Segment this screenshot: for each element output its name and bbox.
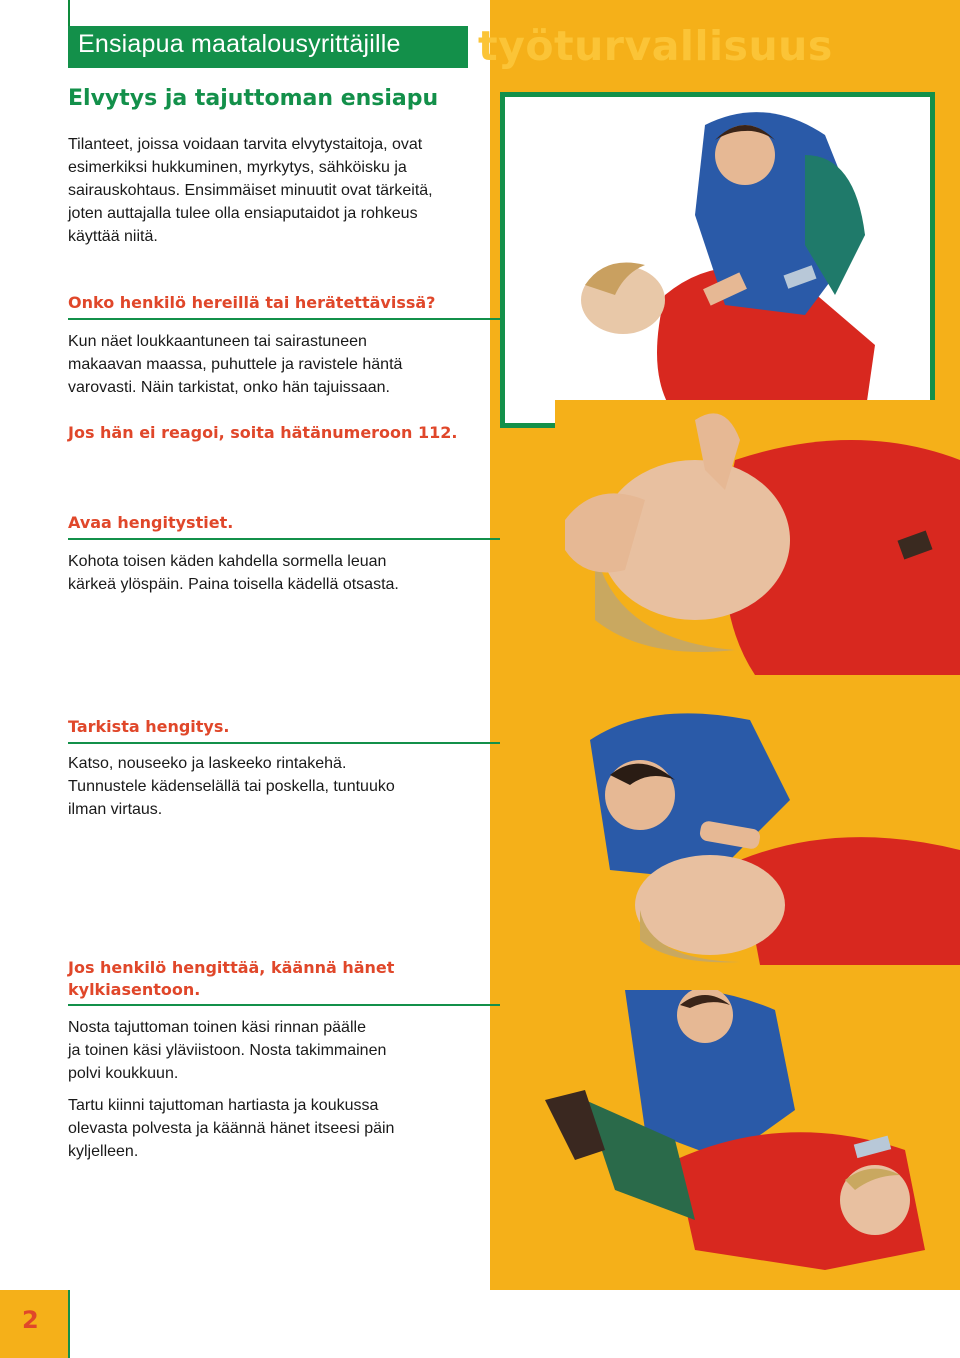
breathing-check-illustration [590, 700, 960, 965]
section3-paragraph [68, 752, 478, 821]
photo-open-airways [555, 400, 960, 675]
section2-line: Kohota toisen käden kahdella sormella leuan [68, 553, 387, 570]
intro-paragraph [68, 133, 478, 248]
section1-title: Onko henkilö hereillä tai herätettävissä? [68, 293, 436, 312]
intro-line: sairauskohtaus. Ensimmäiset minuutit ovat tärkeitä, [68, 182, 433, 199]
recovery-position-illustration [525, 990, 960, 1290]
photo-recovery-position [525, 990, 960, 1290]
section1-line: varovasti. Näin tarkistat, onko hän tajuissaan. [68, 379, 390, 396]
section4-line: Tartu kiinni tajuttoman hartiasta ja koukussa [68, 1097, 379, 1114]
intro-line: Tilanteet, joissa voidaan tarvita elvytystaitoja, ovat [68, 136, 423, 153]
section2-line: kärkeä ylöspäin. Paina toisella kädellä otsasta. [68, 576, 399, 593]
photo-frame-1 [500, 92, 935, 428]
intro-line: käyttää niitä. [68, 228, 158, 245]
section3-rule [68, 742, 500, 744]
section2-title: Avaa hengitystiet. [68, 513, 234, 532]
section4-title-line: Jos henkilö hengittää, käännä hänet [68, 958, 395, 977]
section4-line: Nosta tajuttoman toinen käsi rinnan päälle [68, 1019, 366, 1036]
section1-paragraph [68, 330, 478, 399]
airway-opening-illustration [555, 400, 960, 675]
top-rule [68, 0, 70, 26]
section4-paragraph-2 [68, 1094, 478, 1163]
emergency-call-text: Jos hän ei reagoi, soita hätänumeroon 112. [68, 423, 458, 442]
page-number-rule [68, 1290, 70, 1358]
header-brand: työturvallisuus [478, 22, 833, 70]
section3-line: Katso, nouseeko ja laskeeko rintakehä. [68, 755, 347, 772]
section4-paragraph-1 [68, 1016, 478, 1085]
section2-paragraph [68, 550, 478, 596]
section3-line: Tunnustele kädenselällä tai poskella, tuntuuko [68, 778, 395, 795]
intro-line: joten auttajalla tulee olla ensiaputaidot ja rohkeus [68, 205, 418, 222]
section4-title-line: kylkiasentoon. [68, 980, 201, 999]
section4-line: polvi koukkuun. [68, 1065, 179, 1082]
section4-rule [68, 1004, 500, 1006]
page-heading: Elvytys ja tajuttoman ensiapu [68, 86, 439, 111]
section4-line: kyljelleen. [68, 1143, 139, 1160]
section4-line: ja toinen käsi yläviistoon. Nosta takimmainen [68, 1042, 387, 1059]
section4-line: olevasta polvesta ja käännä hänet itseesi päin [68, 1120, 395, 1137]
section1-line: Kun näet loukkaantuneen tai sairastuneen [68, 333, 367, 350]
intro-line: esimerkiksi hukkuminen, myrkytys, sähköisku ja [68, 159, 407, 176]
section2-rule [68, 538, 500, 540]
section3-title: Tarkista hengitys. [68, 717, 230, 736]
section1-line: makaavan maassa, puhuttele ja ravistele häntä [68, 356, 403, 373]
section4-title [68, 957, 394, 1001]
photo-check-breathing [590, 700, 960, 965]
section3-line: ilman virtaus. [68, 801, 163, 818]
page-number: 2 [22, 1306, 39, 1334]
header-title: Ensiapua maatalousyrittäjille [78, 30, 401, 58]
section1-rule [68, 318, 500, 320]
